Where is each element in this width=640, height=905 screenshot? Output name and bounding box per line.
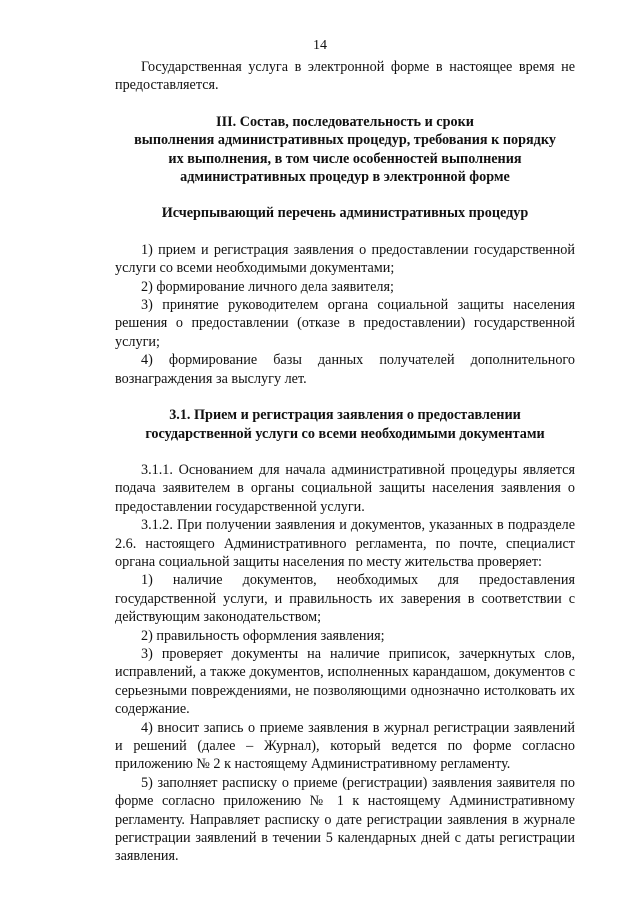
procedure-item: 1) прием и регистрация заявления о предоставлении государственной услуги со всеми необходимыми документами; xyxy=(115,241,575,277)
subsection-title xyxy=(115,406,575,443)
procedure-item: 2) формирование личного дела заявителя; xyxy=(141,278,394,295)
body-paragraph: 3.1.1. Основанием для начала административной процедуры является подача заявителем в органы социальной защиты населения заявления о предоставлении государственной услуги. xyxy=(115,461,575,515)
subsection-title-line: государственной услуги со всеми необходимыми документами xyxy=(145,425,545,442)
section-title-line: III. Состав, последовательность и сроки xyxy=(216,113,474,130)
list-heading: Исчерпывающий перечень административных процедур xyxy=(161,205,529,222)
body-paragraph: 3.1.2. При получении заявления и документов, указанных в подразделе 2.6. настоящего Административного регламента, по почте, специалист органа социальной защиты населения по месту жительства проверяет: xyxy=(115,517,575,570)
section-title-line: административных процедур в электронной форме xyxy=(180,169,510,186)
intro-paragraph: Государственная услуга в электронной форме в настоящее время не предоставляется. xyxy=(115,59,575,94)
subsection-title-line: 3.1. Прием и регистрация заявления о предоставлении xyxy=(169,407,521,424)
procedure-item: 3) принятие руководителем органа социальной защиты населения решения о предоставлении (отказе в предоставлении) государственной услуги; xyxy=(115,297,575,350)
page-content xyxy=(115,58,575,866)
body-paragraph: 5) заполняет расписку о приеме (регистрации) заявления заявителя по форме согласно приложению № 1 к настоящему Административному регламенту. Направляет расписку о дате регистрации заявления в журнале регистрации заявлений в течении 5 календарных дней с даты регистрации заявления. xyxy=(115,774,575,865)
body-paragraph: 1) наличие документов, необходимых для предоставления государственной услуги, и правильность их заверения в соответствии с действующим законодательством; xyxy=(115,572,575,626)
page-number: 14 xyxy=(313,38,327,53)
body-paragraph: 3) проверяет документы на наличие приписок, зачеркнутых слов, исправлений, а также документов, исполненных карандашом, документов с серьезными повреждениями, не позволяющими однозначно истолковать их содержание. xyxy=(115,645,575,718)
section-title xyxy=(115,113,575,187)
section-title-line: выполнения административных процедур, требования к порядку xyxy=(134,132,556,149)
procedure-item: 4) формирование базы данных получателей дополнительного вознаграждения за выслугу лет. xyxy=(115,352,575,387)
section-title-line: их выполнения, в том числе особенностей выполнения xyxy=(168,150,522,167)
body-paragraph: 4) вносит запись о приеме заявления в журнал регистрации заявлений и решений (далее – Журнал), который ведется по форме согласно приложению № 2 к настоящему Административному регламенту. xyxy=(115,719,575,773)
body-paragraph: 2) правильность оформления заявления; xyxy=(141,627,385,644)
